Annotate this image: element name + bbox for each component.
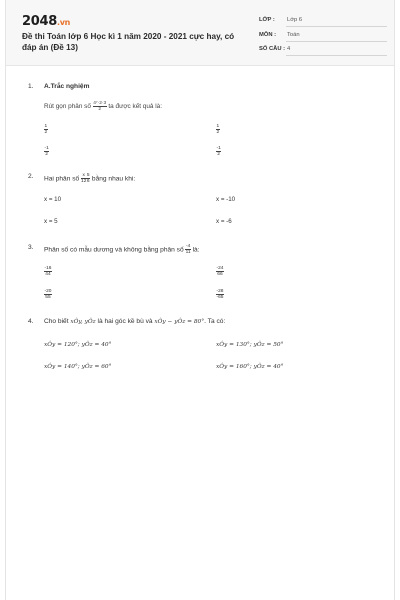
option-d[interactable]: x = -6 (216, 218, 232, 225)
fraction-numerator: -24 (216, 266, 224, 271)
question-text: A.Trắc nghiệm (44, 83, 90, 90)
option-a[interactable] (44, 124, 48, 135)
option-c[interactable]: xÔy = 140°; yÔz = 60° (44, 364, 112, 370)
document-title: Đề thi Toán lớp 6 Học kì 1 năm 2020 - 2021 cực hay, có đáp án (Đề 13) (22, 32, 235, 52)
meta-count-key: SỐ CÂU : (259, 46, 286, 52)
option-b[interactable]: xÔy = 130°; yÔz = 50° (216, 342, 284, 348)
meta-subject-key: MÔN : (259, 32, 277, 38)
question-number: 4. (28, 318, 34, 325)
fraction (93, 101, 107, 112)
fraction-denominator: 2 (217, 152, 220, 157)
question-text-part: là hai góc kề bù và (97, 318, 153, 325)
option-a[interactable] (44, 266, 52, 277)
fraction-numerator: 1 (216, 124, 220, 129)
option-b[interactable]: x = -10 (216, 196, 236, 203)
option-d[interactable]: xÔy = 160°; yÔz = 40° (216, 364, 284, 370)
meta-class-key: LỚP : (259, 17, 275, 23)
option-b[interactable] (216, 124, 220, 135)
option-c[interactable]: x = 5 (44, 218, 58, 225)
option-b[interactable] (216, 266, 224, 277)
option-c[interactable] (44, 289, 52, 300)
meta-divider (286, 41, 387, 42)
fraction-numerator: 5 (86, 173, 90, 178)
logo-suffix: .vn (56, 18, 71, 27)
meta-divider (286, 26, 387, 27)
fraction-numerator: 4⁷·2·3 (93, 101, 107, 106)
meta-subject-value: Toán (287, 32, 300, 38)
meta-divider (286, 55, 387, 56)
fraction-denominator: 2 (216, 130, 220, 135)
fraction-numerator: 1 (44, 124, 48, 129)
math-expression: xÔy, yÔz (70, 319, 96, 325)
logo-text: 2048 (22, 14, 57, 29)
question-1-instruction (44, 101, 162, 112)
fraction-numerator: x (82, 173, 85, 178)
fraction-numerator: -20 (44, 289, 52, 294)
option-c[interactable] (44, 146, 49, 157)
question-text (44, 173, 135, 184)
option-d[interactable] (216, 146, 221, 157)
fraction-denominator: 12 (81, 179, 87, 184)
fraction-numerator: -4 (185, 244, 191, 249)
fraction-denominator: 11 (185, 250, 191, 255)
question-text-part: . Ta có: (204, 318, 226, 325)
document-header (6, 0, 394, 66)
site-logo[interactable] (22, 14, 70, 29)
question-number: 2. (28, 173, 34, 180)
meta-class-value: Lớp 6 (287, 17, 303, 23)
fraction-numerator: -28 (216, 289, 224, 294)
question-text-part: là: (192, 246, 200, 254)
fraction-denominator: 2 (44, 130, 48, 135)
question-number: 1. (28, 83, 34, 90)
math-expression: xÔy − yÔz = 80° (154, 319, 205, 325)
document-page (5, 0, 395, 600)
question-number: 3. (28, 244, 34, 251)
fraction-denominator: -65 (216, 295, 224, 300)
option-d[interactable] (216, 289, 224, 300)
question-text-part: Phân số có mẫu dương và không bằng phân số (44, 246, 184, 254)
fraction-denominator: 2 (98, 107, 101, 112)
question-text (44, 318, 225, 325)
fraction-denominator: 44 (45, 272, 51, 277)
option-a[interactable]: xÔy = 120°; yÔz = 40° (44, 342, 112, 348)
meta-count-value: 4 (287, 46, 291, 52)
fraction-denominator: 66 (217, 272, 223, 277)
option-a[interactable]: x = 10 (44, 196, 62, 203)
question-text (44, 244, 200, 255)
fraction-numerator: -1 (44, 146, 49, 151)
fraction-denominator: 6 (86, 179, 90, 184)
instruction-text: ta được kết quả là: (108, 103, 162, 111)
fraction-numerator: -16 (44, 266, 52, 271)
fraction-denominator: 55 (45, 295, 51, 300)
fraction-denominator: 2 (45, 152, 48, 157)
question-text-part: Hai phân số (44, 175, 80, 183)
instruction-text: Rút gọn phân số (44, 103, 91, 111)
question-text-part: Cho biết (44, 318, 69, 325)
question-text-part: bằng nhau khi: (91, 175, 136, 183)
fraction-numerator: -1 (216, 146, 221, 151)
